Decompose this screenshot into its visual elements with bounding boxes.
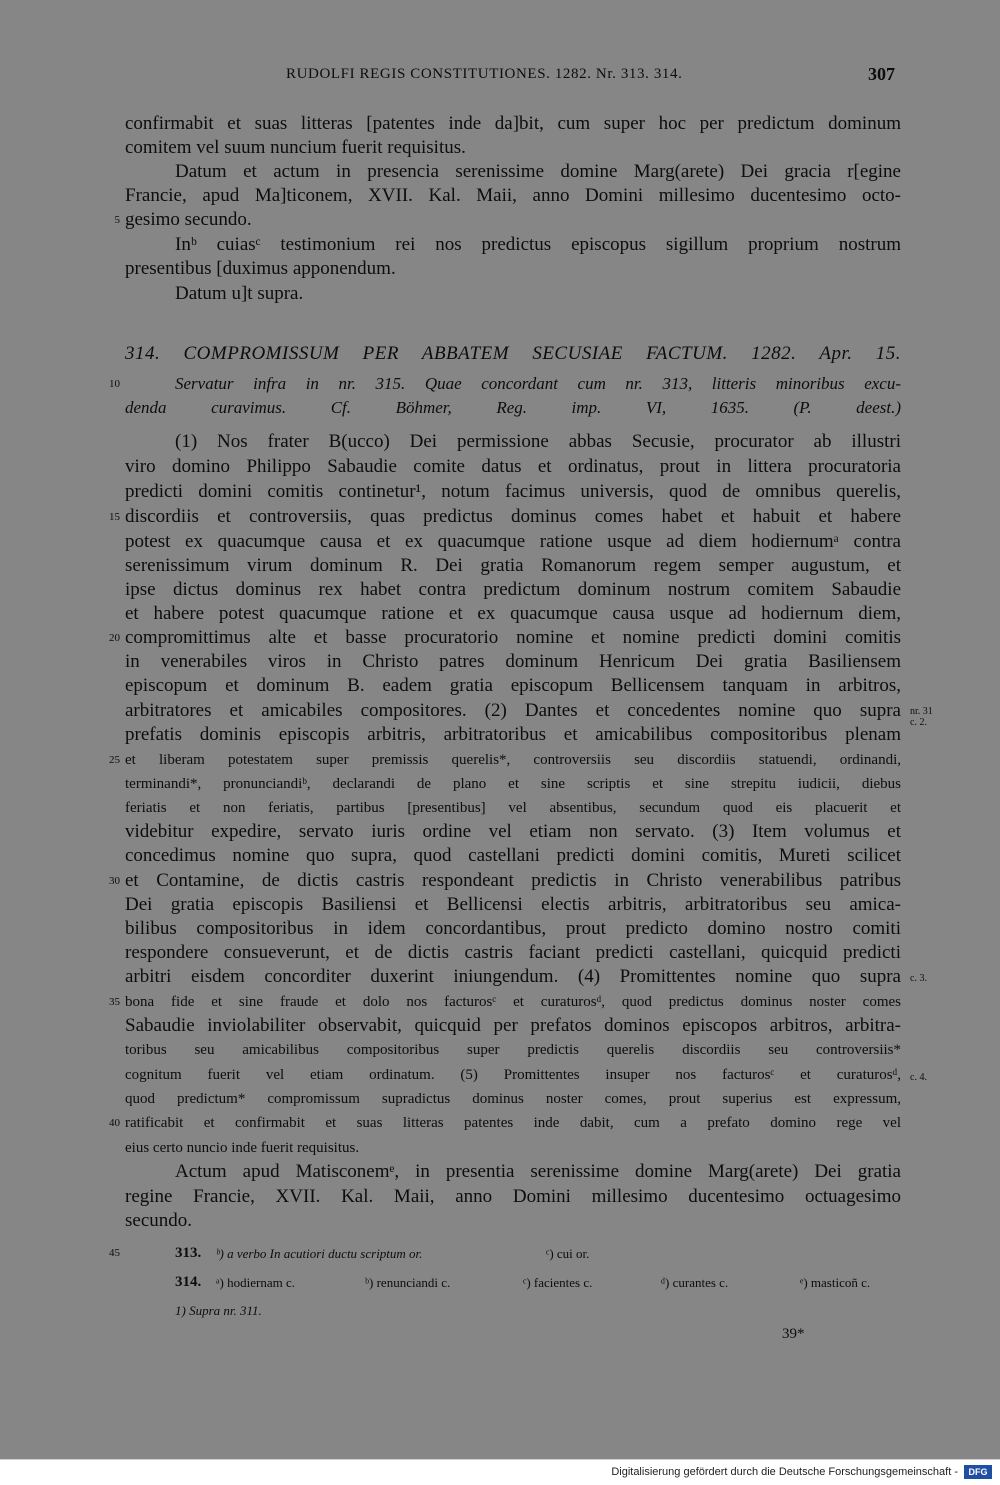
text-line: toribus seu amicabilibus compositoribus super predictis querelis discordiis seu controversiis* — [125, 1042, 901, 1058]
text-line: videbitur expedire, servato iuris ordine vel etiam non servato. (3) Item volumus et — [125, 821, 901, 842]
running-header — [0, 66, 1000, 92]
footnote-number: 313. — [175, 1245, 202, 1261]
text-line: Datum et actum in presencia serenissime domine Marg(arete) Dei gracia r[egine — [175, 161, 901, 182]
line-number: 10 — [109, 378, 120, 390]
margin-note: c. 3. — [910, 973, 927, 984]
footnote: 1) Supra nr. 311. — [175, 1303, 262, 1318]
editorial-note-line: denda curavimus. Cf. Böhmer, Reg. imp. VI, 1635. (P. deest.) — [125, 398, 901, 417]
footer-bar — [0, 1459, 1000, 1485]
document-heading: 314. COMPROMISSUM PER ABBATEM SECUSIAE FACTUM. 1282. Apr. 15. — [125, 343, 901, 364]
text-line: prefatis dominis episcopis arbitris, arbitratoribus et amicabilibus compositoribus plenam — [125, 724, 901, 745]
text-line: Actum apud Matisconemᵉ, in presentia serenissime domine Marg(arete) Dei gratia — [175, 1161, 901, 1182]
text-line: episcopum et dominum B. eadem gratia episcopum Bellicensem tanquam in arbitros, — [125, 675, 901, 696]
text-line: ipse dictus dominus rex habet contra predictum dominum nostrum comitem Sabaudie — [125, 579, 901, 600]
page-number: 307 — [868, 64, 895, 84]
text-line: et habere potest quacumque ratione et ex quacumque causa usque ad hodiernum diem, — [125, 603, 901, 624]
footnote: ᵇ) a verbo In acutiori ductu scriptum or. — [216, 1246, 423, 1261]
text-line: Datum u]t supra. — [175, 283, 304, 304]
text-line: arbitri eisdem concorditer duxerint iniungendum. (4) Promittentes nomine quo supra — [125, 966, 901, 987]
line-number: 15 — [109, 511, 120, 523]
footnote-number: 314. — [175, 1274, 202, 1290]
footnote: ᵃ) hodiernam c. — [216, 1275, 295, 1290]
line-number: 25 — [109, 754, 120, 766]
text-line: ratificabit et confirmabit et suas litteras patentes inde dabit, cum a prefato domino rege vel — [125, 1115, 901, 1131]
text-line: concedimus nomine quo supra, quod castellani predicti domini comitis, Mureti scilicet — [125, 845, 901, 866]
line-number: 5 — [114, 214, 120, 226]
text-line: Inᵇ cuiasᶜ testimonium rei nos predictus episcopus sigillum proprium nostrum — [175, 234, 901, 255]
line-number: 20 — [109, 632, 120, 644]
text-line: terminandi*, pronunciandiᵇ, declarandi de plano et sine scriptis et sine strepitu iudicii, diebus — [125, 776, 901, 792]
dfg-logo: DFG — [964, 1465, 992, 1479]
margin-note: c. 2. — [910, 717, 927, 728]
text-line: potest ex quacumque causa et ex quacumque ratione usque ad diem hodiernumᵃ contra — [125, 531, 901, 552]
text-line: viro domino Philippo Sabaudie comite datus et ordinatus, prout in littera procuratoria — [125, 456, 901, 477]
text-line: Sabaudie inviolabiliter observabit, quicquid per prefatos dominos episcopos arbitros, arbitra- — [125, 1015, 901, 1036]
text-line: confirmabit et suas litteras [patentes inde da]bit, cum super hoc per predictum dominum — [125, 113, 901, 134]
text-line: (1) Nos frater B(ucco) Dei permissione abbas Secusie, procurator ab illustri — [175, 431, 901, 452]
text-line: bilibus compositoribus in idem concordantibus, prout predicto domino nostro comiti — [125, 918, 901, 939]
text-line: Francie, apud Ma]ticonem, XVII. Kal. Maii, anno Domini millesimo ducentesimo octo- — [125, 185, 901, 206]
text-line: compromittimus alte et basse procuratorio nomine et nomine predicti domini comitis — [125, 627, 901, 648]
text-line: feriatis et non feriatis, partibus [presentibus] vel absentibus, secundum quod eis placuerit et — [125, 800, 901, 816]
text-line: eius certo nuncio inde fuerit requisitus. — [125, 1140, 360, 1156]
text-line: secundo. — [125, 1210, 193, 1231]
line-number: 45 — [109, 1247, 120, 1259]
text-line: serenissimum virum dominum R. Dei gratia Romanorum regem semper augustum, et — [125, 555, 901, 576]
margin-note: nr. 31 — [910, 706, 933, 717]
text-line: et liberam potestatem super premissis querelis*, controversiis seu discordiis statuendi, ordinandi, — [125, 752, 901, 768]
text-line: comitem vel suum nuncium fuerit requisitus. — [125, 137, 466, 158]
footnote: ᶜ) facientes c. — [523, 1275, 593, 1290]
text-line: gesimo secundo. — [125, 209, 252, 230]
text-line: discordiis et controversiis, quas predictus dominus comes habet et habuit et habere — [125, 506, 901, 527]
text-line: quod predictum* compromissum supradictus dominus noster comes, prout superius est expressum, — [125, 1091, 901, 1107]
footnote: ᶜ) cui or. — [546, 1246, 590, 1261]
line-number: 35 — [109, 996, 120, 1008]
text-line: bona fide et sine fraude et dolo nos facturosᶜ et curaturosᵈ, quod predictus dominus noster comes — [125, 994, 901, 1010]
line-number: 40 — [109, 1117, 120, 1129]
text-line: arbitratores et amicabiles compositores. (2) Dantes et concedentes nomine quo supra — [125, 700, 901, 721]
editorial-note-line: Servatur infra in nr. 315. Quae concordant cum nr. 313, litteris minoribus excu- — [175, 374, 901, 393]
text-line: et Contamine, de dictis castris respondeant predictis in Christo venerabilibus patribus — [125, 870, 901, 891]
funding-credit: Digitalisierung gefördert durch die Deutsche Forschungsgemeinschaft - — [611, 1466, 958, 1478]
text-line: presentibus [duximus apponendum. — [125, 258, 396, 279]
margin-note: c. 4. — [910, 1072, 927, 1083]
text-line: cognitum fuerit vel etiam ordinatum. (5) Promittentes insuper nos facturosᶜ et curaturosᵈ, — [125, 1067, 901, 1083]
footnote: ᵇ) renunciandi c. — [365, 1275, 451, 1290]
text-line: in venerabiles viros in Christo patres dominum Henricum Dei gratia Basiliensem — [125, 651, 901, 672]
text-line: respondere consueverunt, et de dictis castris faciant predicti castellani, quicquid predicti — [125, 942, 901, 963]
footnote: ᵉ) masticoñ c. — [800, 1275, 871, 1290]
text-line: Dei gratia episcopis Basiliensi et Bellicensi electis arbitris, arbitratoribus seu amica- — [125, 894, 901, 915]
line-number: 30 — [109, 875, 120, 887]
text-line: predicti domini comitis continetur¹, notum facimus universis, quod de omnibus querelis, — [125, 481, 901, 502]
footnote: ᵈ) curantes c. — [661, 1275, 729, 1290]
running-title: RUDOLFI REGIS CONSTITUTIONES. 1282. Nr. 313. 314. — [286, 66, 683, 82]
signature-mark: 39* — [782, 1326, 805, 1342]
text-line: regine Francie, XVII. Kal. Maii, anno Domini millesimo ducentesimo octuagesimo — [125, 1186, 901, 1207]
